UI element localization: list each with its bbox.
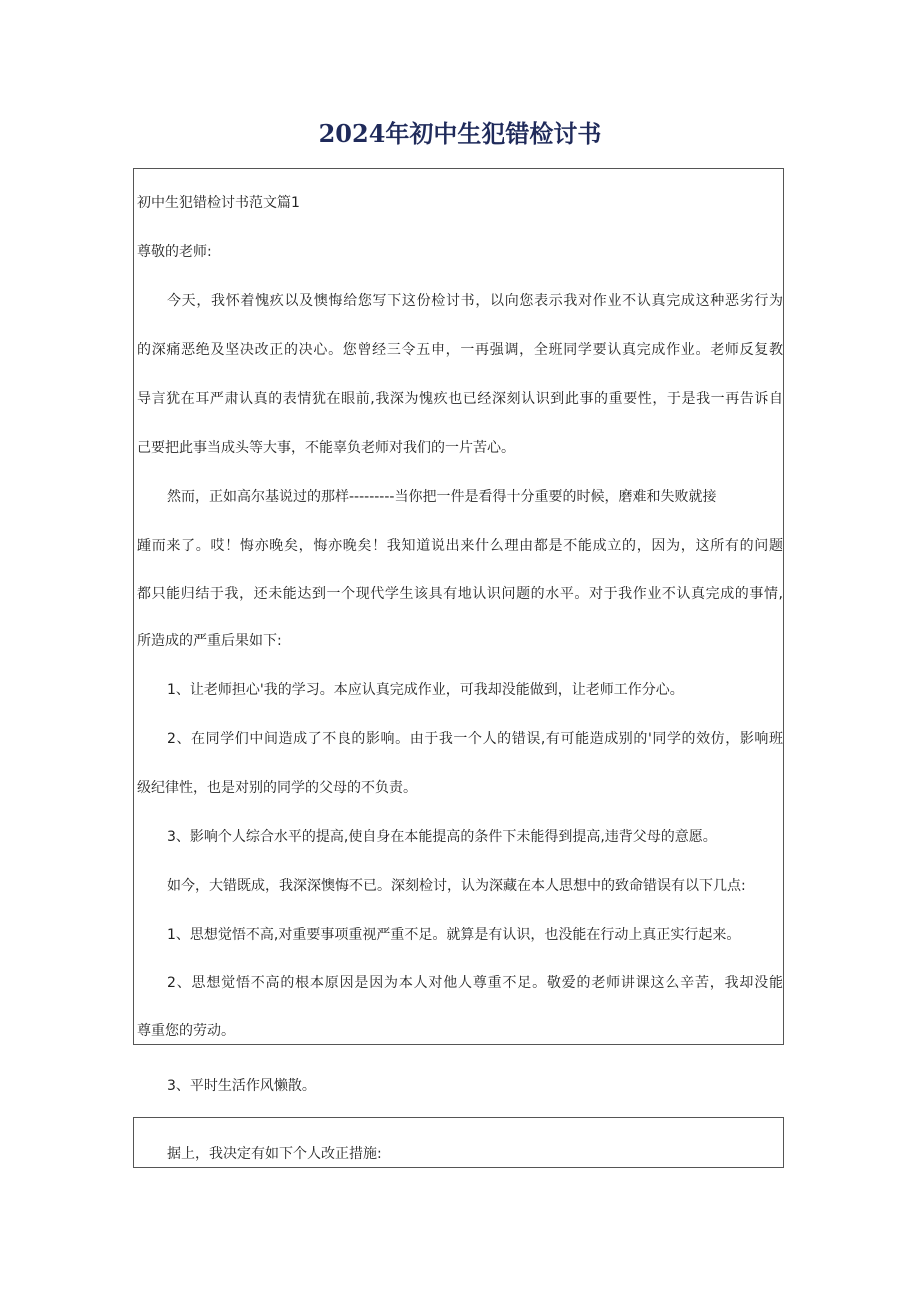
paragraph-line: 然而，正如高尔基说过的那样---------当你把一件是看得十分重要的时候，磨难和失败就接	[167, 489, 717, 505]
list-item: 2、在同学们中间造成了不良的影响。由于我一个人的错误,有可能造成别的'同学的效仿，影响班	[167, 731, 783, 747]
paragraph-line: 的深痛恶绝及坚决改正的决心。您曾经三令五申，一再强调，全班同学要认真完成作业。老师反复教	[137, 342, 783, 358]
list-item: 1、思想觉悟不高,对重要事项重视严重不足。就算是有认识，也没能在行动上真正实行起来。	[167, 927, 741, 943]
list-item-continued: 尊重您的劳动。	[137, 1023, 235, 1039]
list-item: 2、思想觉悟不高的根本原因是因为本人对他人尊重不足。敬爱的老师讲课这么辛苦，我却没能	[167, 975, 783, 991]
list-item: 1、让老师担心'我的学习。本应认真完成作业，可我却没能做到，让老师工作分心。	[167, 682, 684, 698]
list-item: 3、平时生活作风懒散。	[167, 1078, 316, 1094]
salutation: 尊敬的老师:	[137, 244, 212, 260]
paragraph-line: 导言犹在耳严肃认真的表情犹在眼前,我深为愧疚也已经深刻认识到此事的重要性，于是我一再告诉自	[137, 391, 783, 407]
paragraph-line: 己要把此事当成头等大事，不能辜负老师对我们的一片苦心。	[137, 440, 515, 456]
paragraph-line: 所造成的严重后果如下:	[137, 633, 282, 649]
paragraph-line: 都只能归结于我，还未能达到一个现代学生该具有地认识问题的水平。对于我作业不认真完成的事情,	[137, 586, 783, 602]
paragraph-line: 踵而来了。哎！悔亦晚矣，悔亦晚矣！我知道说出来什么理由都是不能成立的，因为，这所有的问题	[137, 538, 783, 554]
paragraph-line: 据上，我决定有如下个人改正措施:	[167, 1146, 382, 1162]
document-title: 2024年初中生犯错检讨书	[318, 119, 602, 148]
paragraph-line: 如今，大错既成，我深深懊悔不已。深刻检讨，认为深藏在本人思想中的致命错误有以下几点:	[167, 878, 746, 894]
list-item: 3、影响个人综合水平的提高,使自身在本能提高的条件下未能得到提高,违背父母的意愿。	[167, 829, 717, 845]
section-heading: 初中生犯错检讨书范文篇1	[137, 195, 300, 211]
paragraph-line: 今天，我怀着愧疚以及懊悔给您写下这份检讨书，以向您表示我对作业不认真完成这种恶劣行为	[167, 293, 783, 309]
list-item-continued: 级纪律性，也是对别的同学的父母的不负责。	[137, 780, 417, 796]
